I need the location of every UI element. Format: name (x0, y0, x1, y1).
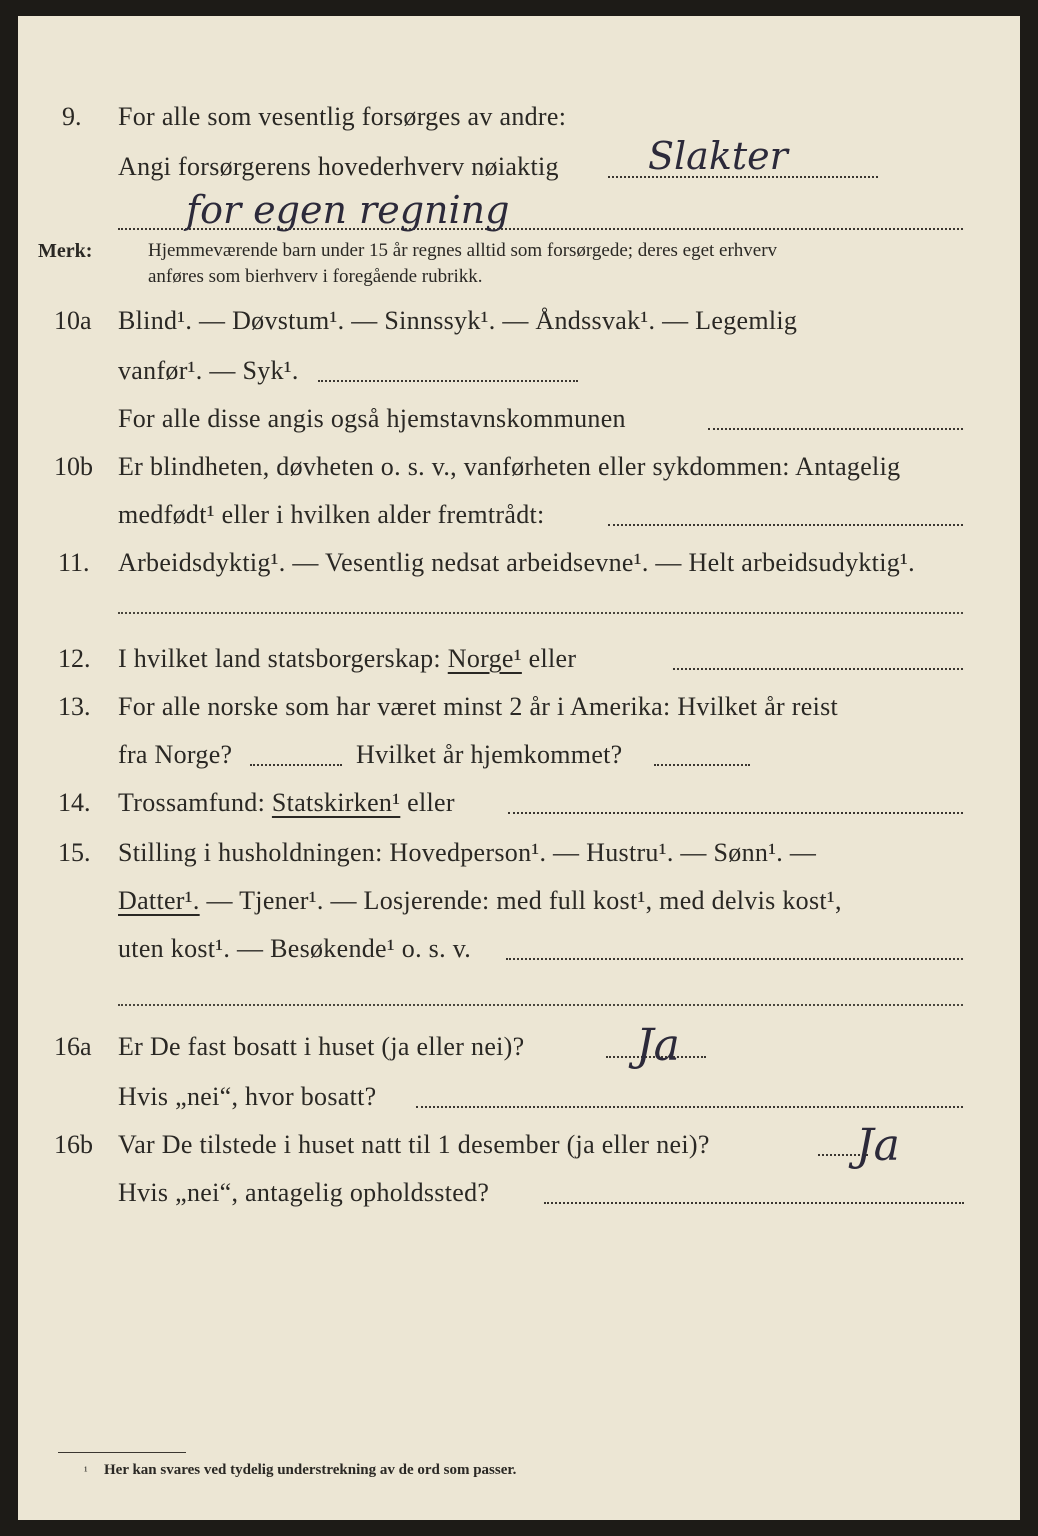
q10a-line2: vanfør¹. — Syk¹. (118, 356, 299, 385)
q16a-fill-line-2 (416, 1106, 963, 1108)
q13-number: 13. (58, 692, 91, 721)
q16a-line2: Hvis „nei“, hvor bosatt? (118, 1082, 377, 1111)
q12-prefix: I hvilket land statsborgerskap: (118, 644, 441, 673)
q16b-handwritten-answer: Ja (856, 1120, 900, 1171)
q15-fill-line (506, 958, 963, 960)
footnote-mark: ¹ (84, 1464, 88, 1478)
q16b-fill-line-2 (544, 1202, 964, 1204)
q14-suffix: eller (407, 788, 455, 817)
q11-fill-line (118, 612, 963, 614)
merk-line1: Hjemmeværende barn under 15 år regnes alltid som forsørgede; deres eget erhverv (148, 240, 778, 261)
q10a-fill-line (318, 380, 578, 382)
q10b-number: 10b (54, 452, 93, 481)
q12-line (118, 644, 576, 674)
q13-line2a: fra Norge? (118, 740, 233, 769)
q9-line2: Angi forsørgerens hovederhverv nøiaktig (118, 152, 559, 181)
q16b-line1: Var De tilstede i huset natt til 1 desember (ja eller nei)? (118, 1130, 710, 1159)
q13-fill-year-left (250, 764, 342, 766)
q15-line2-rest: — Tjener¹. — Losjerende: med full kost¹, med delvis kost¹, (206, 886, 842, 915)
q10a-fill-line-2 (708, 428, 963, 430)
q9-handwritten-answer2: for egen regning (186, 188, 510, 232)
merk-label: Merk: (38, 240, 93, 262)
q15-datter: Datter¹. (118, 886, 200, 915)
q16a-number: 16a (54, 1032, 92, 1061)
q16a-line1: Er De fast bosatt i huset (ja eller nei)? (118, 1032, 525, 1061)
q16b-number: 16b (54, 1130, 93, 1159)
q15-line2 (118, 886, 842, 916)
q14-fill-line (508, 812, 963, 814)
q15-line3: uten kost¹. — Besøkende¹ o. s. v. (118, 934, 472, 963)
q10b-line1: Er blindheten, døvheten o. s. v., vanførheten eller sykdommen: Antagelig (118, 452, 901, 481)
merk-line2: anføres som bierhverv i foregående rubrikk. (148, 266, 483, 287)
q9-number: 9. (62, 102, 82, 131)
footnote-text: Her kan svares ved tydelig understrekning av de ord som passer. (104, 1462, 517, 1478)
q12-fill-line (673, 668, 963, 670)
q12-suffix: eller (528, 644, 577, 673)
q15-line1: Stilling i husholdningen: Hovedperson¹. — Hustru¹. — Sønn¹. — (118, 838, 817, 867)
q9-handwritten-answer1: Slakter (648, 134, 788, 178)
q16a-handwritten-answer: Ja (636, 1020, 680, 1071)
q15-fill-line-2 (118, 1004, 963, 1006)
q11-number: 11. (58, 548, 90, 577)
q14-line (118, 788, 455, 818)
q10a-line3: For alle disse angis også hjemstavnskommunen (118, 404, 626, 433)
q14-number: 14. (58, 788, 91, 817)
q12-norge: Norge¹ (447, 644, 522, 673)
q10b-fill-line (608, 524, 963, 526)
q10b-line2: medfødt¹ eller i hvilken alder fremtrådt: (118, 500, 545, 529)
q13-line1: For alle norske som har været minst 2 år i Amerika: Hvilket år reist (118, 692, 839, 721)
q16b-line2: Hvis „nei“, antagelig opholdssted? (118, 1178, 490, 1207)
q14-prefix: Trossamfund: (118, 788, 266, 817)
q9-line1: For alle som vesentlig forsørges av andre: (118, 102, 567, 131)
q15-number: 15. (58, 838, 91, 867)
q11-line1: Arbeidsdyktig¹. — Vesentlig nedsat arbeidsevne¹. — Helt arbeidsudyktig¹. (118, 548, 915, 577)
q13-fill-year-returned (654, 764, 750, 766)
q10a-line1: Blind¹. — Døvstum¹. — Sinnssyk¹. — Åndssvak¹. — Legemlig (118, 306, 798, 335)
footnote-rule (58, 1452, 186, 1453)
q14-statskirken: Statskirken¹ (271, 788, 401, 817)
q10a-number: 10a (54, 306, 92, 335)
q12-number: 12. (58, 644, 91, 673)
q13-line2b: Hvilket år hjemkommet? (356, 740, 623, 769)
census-form-page (18, 16, 1020, 1520)
